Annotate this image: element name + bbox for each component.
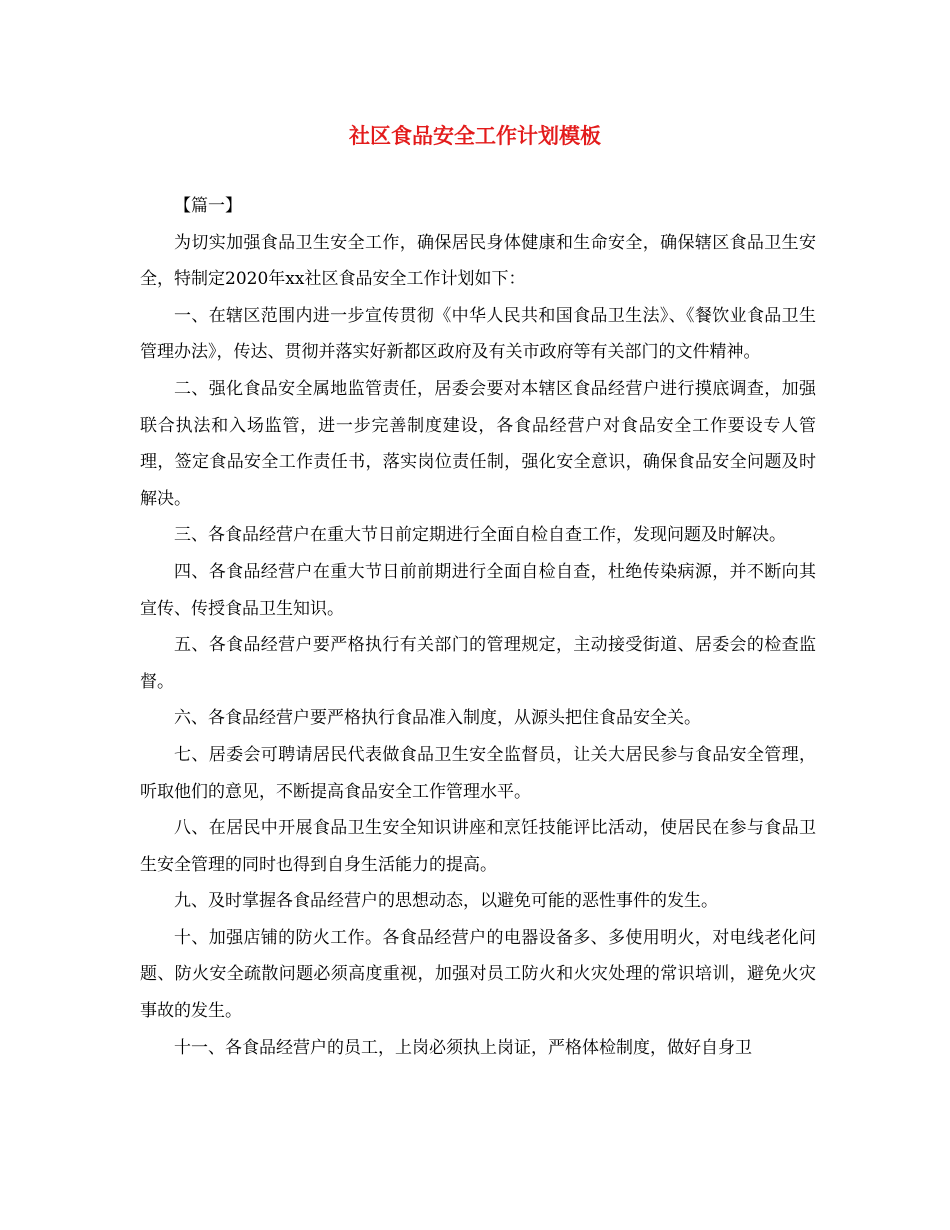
paragraph-item-3: 三、各食品经营户在重大节日前定期进行全面自检自查工作，发现问题及时解决。 <box>174 525 786 546</box>
paragraph-item-1: 一、在辖区范围内进一步宣传贯彻《中华人民共和国食品卫生法》、《餐饮业食品卫生管理办法》，传达、贯彻并落实好新都区政府及有关市政府等有关部门的文件精神。 <box>140 305 816 363</box>
paragraph-item-4: 四、各食品经营户在重大节日前前期进行全面自检自查，杜绝传染病源，并不断向其宣传、传授食品卫生知识。 <box>140 561 816 619</box>
paragraph-item-2: 二、强化食品安全属地监管责任，居委会要对本辖区食品经营户进行摸底调查，加强联合执法和入场监管，进一步完善制度建设，各食品经营户对食品安全工作要设专人管理，签定食品安全工作责任书，落实岗位责任制，强化安全意识，确保食品安全问题及时解决。 <box>140 378 816 509</box>
paragraph-item-5: 五、各食品经营户要严格执行有关部门的管理规定，主动接受街道、居委会的检查监督。 <box>140 635 816 692</box>
paragraph-item-10: 十、加强店铺的防火工作。各食品经营户的电器设备多、多使用明火，对电线老化问题、防火安全疏散问题必须高度重视，加强对员工防火和火灾处理的常识培训，避免火灾事故的发生。 <box>140 927 816 1022</box>
document-title: 社区食品安全工作计划模板 <box>349 123 601 148</box>
paragraph-item-8: 八、在居民中开展食品卫生安全知识讲座和烹饪技能评比活动，使居民在参与食品卫生安全管理的同时也得到自身生活能力的提高。 <box>140 818 816 875</box>
document-body <box>140 188 816 1066</box>
paragraph-item-9: 九、及时掌握各食品经营户的思想动态，以避免可能的恶性事件的发生。 <box>174 891 718 912</box>
paragraph-item-11: 十一、各食品经营户的员工，上岗必须执上岗证，严格体检制度，做好自身卫 <box>174 1037 752 1058</box>
paragraph-item-7: 七、居委会可聘请居民代表做食品卫生安全监督员，让关大居民参与食品安全管理，听取他们的意见，不断提高食品安全工作管理水平。 <box>140 744 816 802</box>
section-label: 【篇一】 <box>174 196 242 216</box>
paragraph-intro: 为切实加强食品卫生安全工作，确保居民身体健康和生命安全，确保辖区食品卫生安全，特制定2020年xx社区食品安全工作计划如下： <box>140 232 816 290</box>
paragraph-item-6: 六、各食品经营户要严格执行食品准入制度，从源头把住食品安全关。 <box>174 708 701 729</box>
